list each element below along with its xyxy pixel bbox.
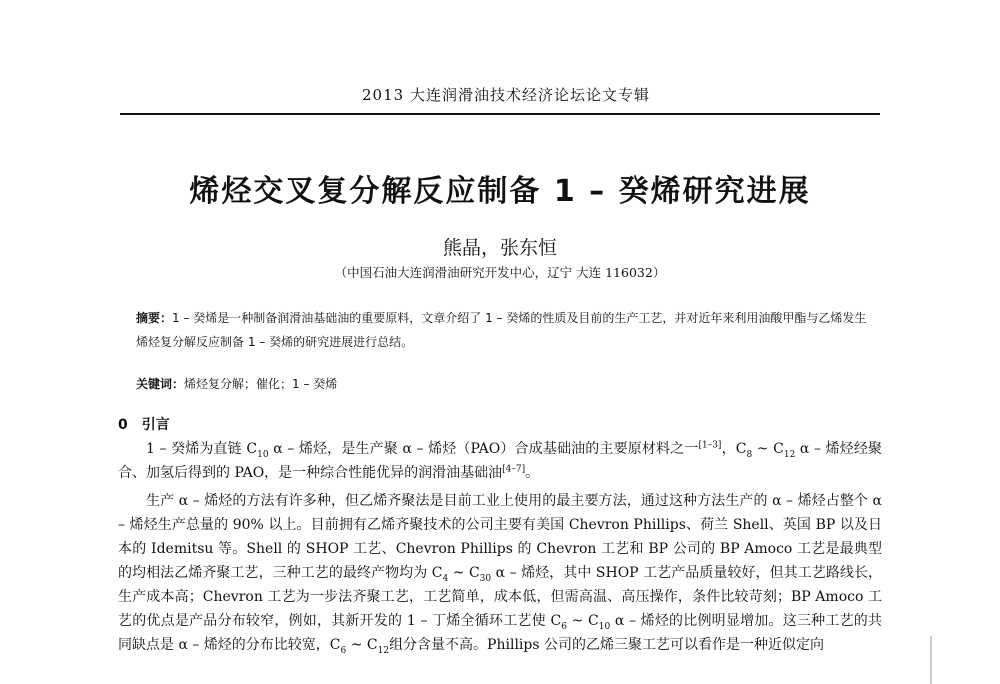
subscript: 10 bbox=[257, 449, 269, 460]
body-paragraph-1 bbox=[118, 437, 882, 485]
subscript: 6 bbox=[340, 645, 347, 656]
citation: [1–3] bbox=[698, 440, 722, 451]
section-heading bbox=[118, 414, 170, 434]
subscript: 12 bbox=[783, 449, 796, 460]
text-run: ~ C bbox=[566, 613, 599, 629]
subscript: 6 bbox=[561, 621, 567, 632]
paper-title: 烯烃交叉复分解反应制备 1 – 癸烯研究进展 bbox=[189, 174, 811, 209]
subscript: 10 bbox=[598, 621, 611, 632]
header-rule bbox=[120, 113, 880, 115]
text-run: 1 – 癸烯为直链 C bbox=[146, 441, 258, 457]
text-run: α – 烯烃，是生产聚 α – 烯烃（PAO）合成基础油的主要原材料之一 bbox=[268, 441, 699, 457]
section-title: 引言 bbox=[141, 417, 170, 433]
subscript: 30 bbox=[479, 573, 492, 584]
scan-edge-mark bbox=[930, 636, 932, 684]
affiliation: （中国石油大连润滑油研究开发中心，辽宁 大连 116032） bbox=[334, 265, 666, 280]
text-run: 。 bbox=[525, 465, 540, 481]
abstract-label: 摘要： bbox=[136, 311, 173, 325]
text-run: α – 烯烃经聚合、加氢后得到的 PAO，是一种综合性能优异的润滑油基础油 bbox=[118, 441, 882, 481]
text-run: α – 烯烃的比例明显增加。这三种工艺的共同缺点是 α – 烯烃的分布比较宽，C bbox=[118, 613, 883, 653]
running-header: 2013 大连润滑油技术经济论坛论文专辑 bbox=[362, 86, 650, 104]
keywords-text: 烯烃复分解；催化；1 – 癸烯 bbox=[184, 377, 338, 391]
citation: [4–7] bbox=[502, 464, 526, 475]
section-number: 0 bbox=[118, 417, 128, 433]
authors: 熊晶，张东恒 bbox=[442, 237, 557, 259]
subscript: 8 bbox=[746, 449, 753, 460]
subscript: 4 bbox=[442, 573, 449, 584]
text-run: ~ C bbox=[448, 565, 480, 581]
body-paragraph-2 bbox=[118, 489, 882, 657]
text-run: 组分含量不高。Phillips 公司的乙烯三聚工艺可以看作是一种近似定向 bbox=[389, 637, 825, 653]
keywords-label: 关键词： bbox=[136, 377, 185, 391]
text-run: α – 烯烃，其中 SHOP 工艺产品质量较好，但其工艺路线长，生产成本高；Chevron 工艺为一步法齐聚工艺，工艺简单，成本低，但需高温、高压操作，条件比较苛刻；BP Amoco 工艺的优点是产品分布较窄，例如，其新开发的 1 – 丁烯全循环工艺使 C bbox=[118, 565, 882, 629]
text-run: ~ C bbox=[752, 441, 784, 457]
abstract bbox=[136, 306, 876, 354]
text-run: ，C bbox=[721, 441, 747, 457]
subscript: 12 bbox=[377, 645, 390, 656]
text-run: ~ C bbox=[346, 637, 378, 653]
text-run: 生产 α – 烯烃的方法有许多种，但乙烯齐聚法是目前工业上使用的最主要方法，通过这种方法生产的 α – 烯烃占整个 α – 烯烃生产总量的 90% 以上。目前拥有乙烯齐聚技术的公司主要有美国 Chevron Phillips、荷兰 Shell、英国 BP 以及日本的 Idemitsu 等。Shell 的 SHOP 工艺、Chevron Phillips 的 Chevron 工艺和 BP 公司的 BP Amoco 工艺是最典型的均相法乙烯齐聚工艺，三种工艺的最终产物均为 C bbox=[118, 493, 882, 581]
keywords bbox=[136, 372, 876, 396]
abstract-text: 1 – 癸烯是一种制备润滑油基础油的重要原料，文章介绍了 1 – 癸烯的性质及目前的生产工艺，并对近年来利用油酸甲酯与乙烯发生烯烃复分解反应制备 1 – 癸烯的研究进展进行总结。 bbox=[136, 311, 867, 349]
